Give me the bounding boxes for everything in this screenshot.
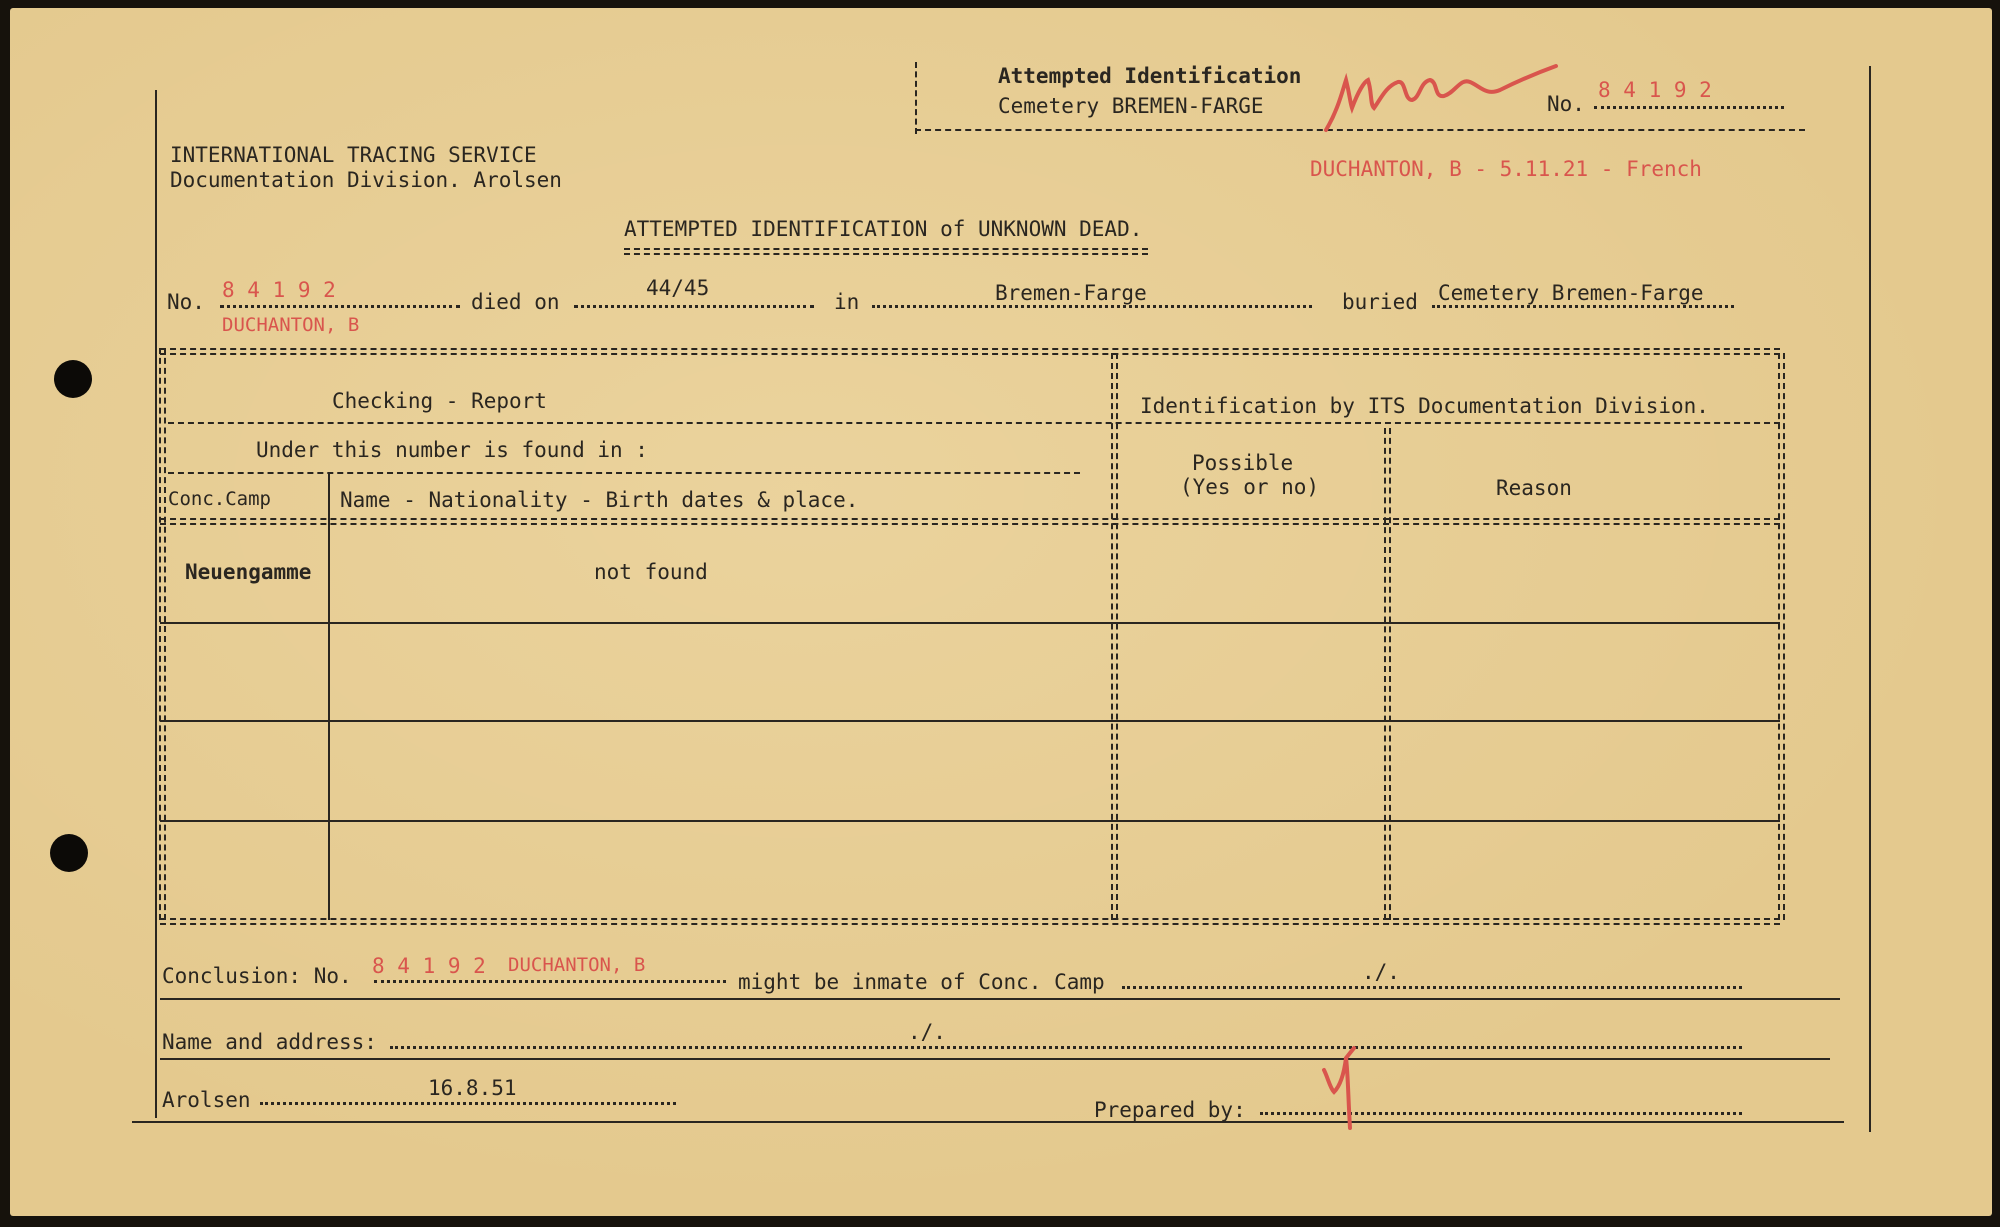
header-box-line1: Attempted Identification [998, 64, 1302, 88]
table-row-details: not found [594, 560, 708, 584]
record-in-label: in [834, 290, 860, 314]
table-camp-divider [328, 472, 330, 920]
header-no-value: 8 4 1 9 2 [1598, 78, 1712, 102]
punch-hole-bottom [50, 834, 88, 872]
col-possible-header-line2: (Yes or no) [1180, 475, 1320, 499]
record-name-value: DUCHANTON, B [222, 314, 360, 336]
table-right-border [1778, 353, 1785, 920]
record-no-value: 8 4 1 9 2 [222, 278, 336, 302]
record-died-dotline [574, 305, 814, 308]
frame-right-line [1869, 66, 1871, 1132]
name-address-rule [160, 1058, 1830, 1060]
table-header-rule [160, 518, 1780, 525]
org-line1: INTERNATIONAL TRACING SERVICE [170, 143, 537, 167]
record-card [10, 8, 1992, 1216]
record-died-label: died on [471, 290, 560, 314]
table-middle-divider [1111, 353, 1118, 920]
page-title: ATTEMPTED IDENTIFICATION of UNKNOWN DEAD. [624, 217, 1143, 241]
inmate-dotline [1122, 986, 1742, 989]
record-buried-label: buried [1342, 290, 1418, 314]
record-no-dotline [220, 305, 460, 308]
table-bottom-rule [160, 918, 1780, 925]
identification-header: Identification by ITS Documentation Division. [1140, 394, 1709, 418]
inmate-value: ./. [1362, 960, 1400, 984]
person-reference: DUCHANTON, B - 5.11.21 - French [1310, 157, 1702, 181]
conclusion-name-value: DUCHANTON, B [508, 954, 646, 976]
conclusion-label: Conclusion: No. [162, 964, 352, 988]
inmate-label: might be inmate of Conc. Camp [738, 970, 1105, 994]
under-number-label: Under this number is found in : [256, 438, 648, 462]
table-row-camp: Neuengamme [185, 560, 312, 584]
date-dotline [260, 1102, 676, 1105]
prepared-label: Prepared by: [1094, 1098, 1246, 1122]
conclusion-no-value: 8 4 1 9 2 [372, 954, 486, 978]
frame-left-line [155, 90, 157, 1118]
col-possible-header-line1: Possible [1192, 451, 1294, 475]
header-no-label: No. [1547, 92, 1585, 116]
col-name-header: Name - Nationality - Birth dates & place. [340, 488, 859, 512]
date-value: 16.8.51 [428, 1076, 517, 1100]
table-top-rule [160, 348, 1780, 355]
table-left-border [159, 348, 166, 920]
col-reason-header: Reason [1496, 476, 1572, 500]
table-row1-rule [160, 622, 1780, 624]
record-no-label: No. [167, 290, 205, 314]
preparer-initial-mark [1320, 1044, 1370, 1134]
title-underline [624, 248, 1148, 255]
header-box-line2: Cemetery BREMEN-FARGE [998, 94, 1264, 118]
table-row2-rule [160, 720, 1780, 722]
record-in-dotline [872, 305, 1312, 308]
name-address-value: ./. [908, 1020, 946, 1044]
org-line2: Documentation Division. Arolsen [170, 168, 562, 192]
record-buried-dotline [1432, 305, 1734, 308]
table-subheader-rule [168, 422, 1780, 424]
signature-mark [1320, 52, 1560, 142]
conclusion-rule [160, 998, 1840, 1000]
record-in-value: Bremen-Farge [995, 281, 1147, 305]
name-address-dotline [390, 1046, 1742, 1049]
table-row3-rule [160, 820, 1780, 822]
checking-report-header: Checking - Report [332, 389, 547, 413]
record-buried-value: Cemetery Bremen-Farge [1438, 281, 1704, 305]
place-label: Arolsen [162, 1088, 251, 1112]
header-no-dotline [1594, 106, 1784, 109]
table-possible-divider [1384, 428, 1391, 920]
punch-hole-top [54, 360, 92, 398]
col-camp-header: Conc.Camp [168, 488, 271, 510]
table-under-number-rule [168, 472, 1080, 474]
name-address-label: Name and address: [162, 1030, 377, 1054]
record-died-value: 44/45 [646, 276, 710, 300]
header-box-left [915, 62, 917, 134]
conclusion-no-dotline [374, 980, 726, 983]
frame-bottom-line [132, 1121, 1844, 1123]
